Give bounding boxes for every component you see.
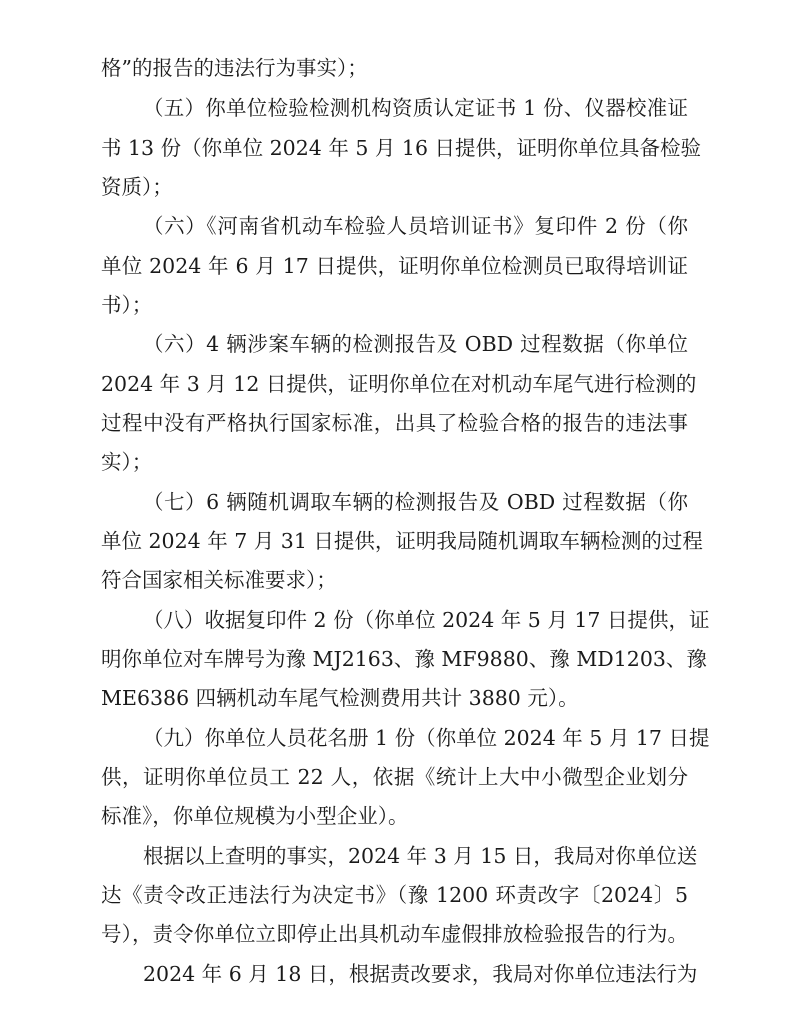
text-line: 供，证明你单位员工 22 人，依据《统计上大中小微型企业划分 (101, 765, 688, 789)
paragraph-item-7-line-1: （七）6 辆随机调取车辆的检测报告及 OBD 过程数据（你 (143, 490, 688, 514)
text-line: 2024 年 3 月 12 日提供，证明你单位在对机动车尾气进行检测的 (101, 372, 697, 396)
text-line: 号），责令你单位立即停止出具机动车虚假排放检验报告的行为。 (101, 922, 688, 946)
paragraph-findings-line-1: 根据以上查明的事实，2024 年 3 月 15 日，我局对你单位送 (143, 844, 698, 868)
paragraph-followup-line-1: 2024 年 6 月 18 日，根据责改要求，我局对你单位违法行为 (143, 962, 698, 986)
text-line: 单位 2024 年 6 月 17 日提供，证明你单位检测员已取得培训证 (101, 254, 688, 278)
paragraph-item-9-line-1: （九）你单位人员花名册 1 份（你单位 2024 年 5 月 17 日提 (143, 726, 710, 750)
paragraph-item-6a-line-1: （六）《河南省机动车检验人员培训证书》复印件 2 份（你 (143, 214, 688, 238)
text-line: 标准》，你单位规模为小型企业）。 (101, 804, 409, 828)
text-line: 符合国家相关标准要求）； (101, 568, 337, 592)
text-line: 达《责令改正违法行为决定书》（豫 1200 环责改字〔2024〕5 (101, 883, 688, 907)
text-line: 书 13 份（你单位 2024 年 5 月 16 日提供，证明你单位具备检验 (101, 136, 702, 160)
text-line: 单位 2024 年 7 月 31 日提供，证明我局随机调取车辆检测的过程 (101, 529, 703, 553)
text-line: 过程中没有严格执行国家标准，出具了检验合格的报告的违法事 (101, 411, 688, 435)
text-line: 实）； (101, 450, 153, 474)
text-line: 书）； (101, 293, 153, 317)
text-line: 明你单位对车牌号为豫 MJ2163、豫 MF9880、豫 MD1203、豫 (101, 647, 707, 671)
text-line: 格”的报告的违法行为事实）； (101, 56, 368, 80)
text-line: 资质）； (101, 175, 173, 199)
text-line: ME6386 四辆机动车尾气检测费用共计 3880 元）。 (101, 686, 579, 710)
paragraph-item-8-line-1: （八）收据复印件 2 份（你单位 2024 年 5 月 17 日提供，证 (143, 608, 710, 632)
paragraph-item-5-line-1: （五）你单位检验检测机构资质认定证书 1 份、仪器校准证 (143, 96, 688, 120)
paragraph-item-6b-line-1: （六）4 辆涉案车辆的检测报告及 OBD 过程数据（你单位 (143, 332, 688, 356)
